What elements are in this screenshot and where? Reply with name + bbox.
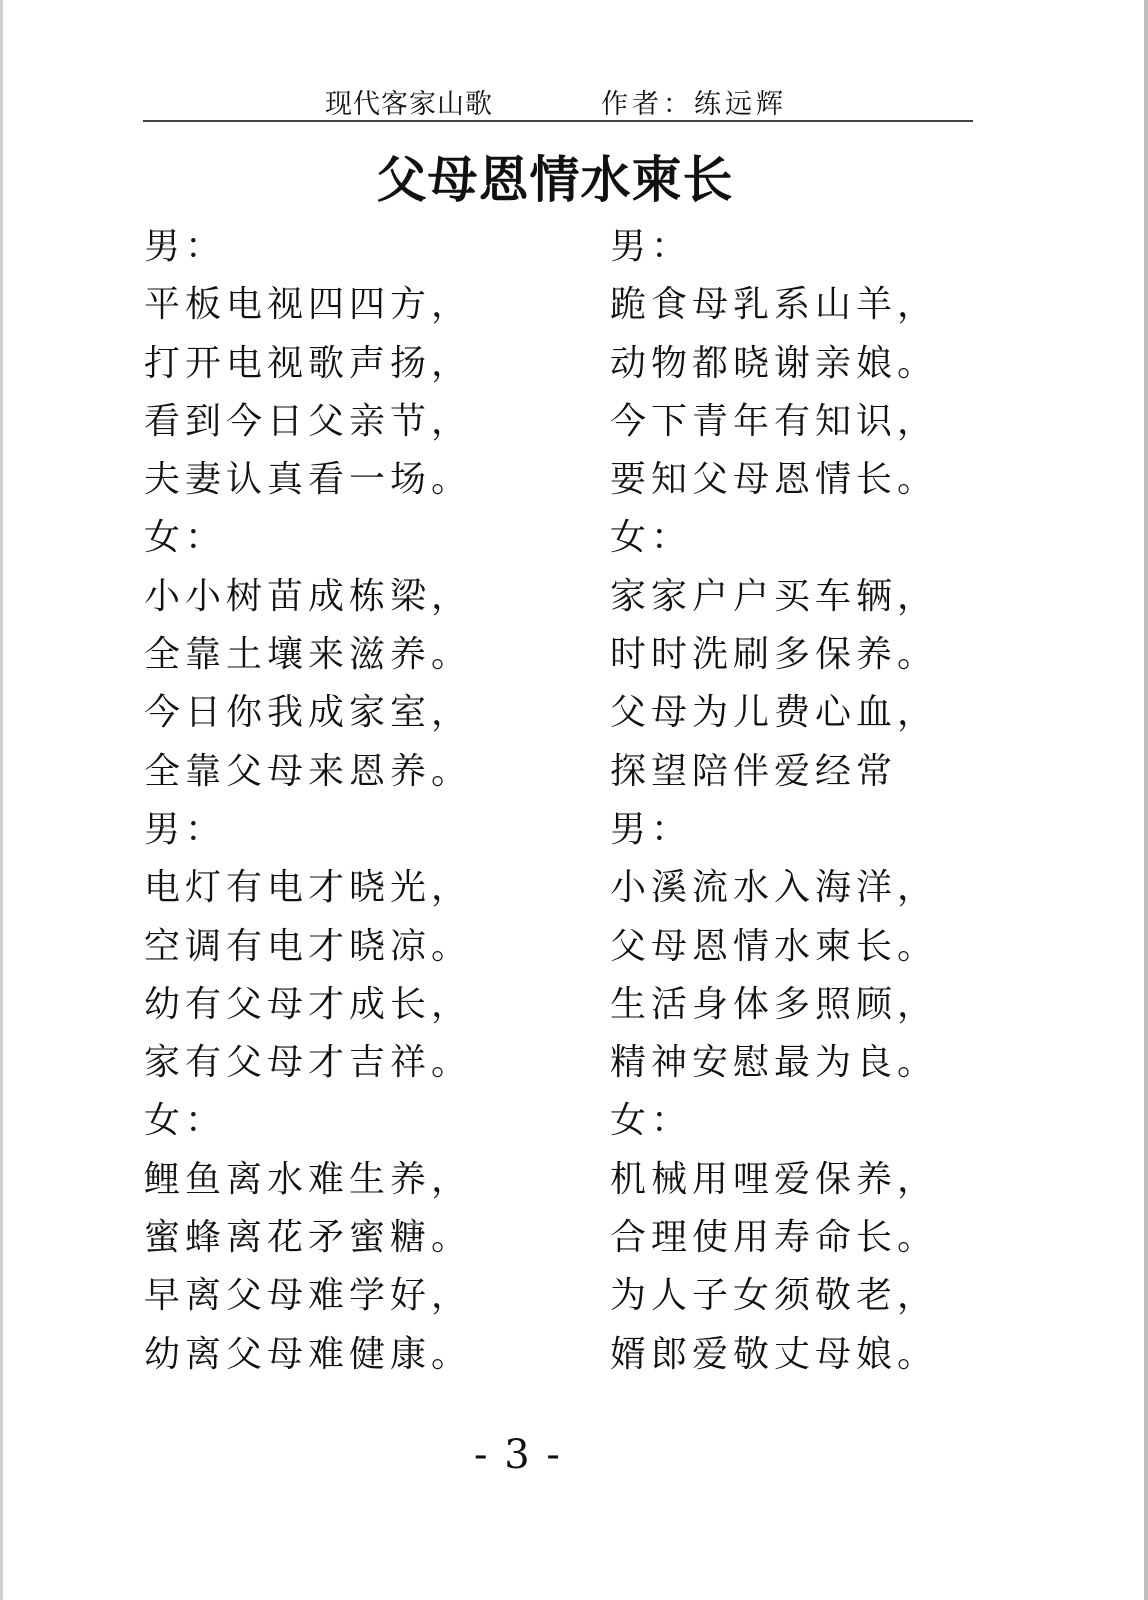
verse-line: 早离父母难学好，: [144, 1275, 473, 1317]
stanza: [610, 801, 1050, 1092]
verse-line: 家有父母才吉祥。: [144, 1042, 473, 1084]
scan-edge-left: [0, 0, 3, 1600]
verse-line: 鲤鱼离水难生养，: [144, 1158, 473, 1200]
speaker-label: 男：: [610, 808, 693, 850]
verse-line: 生活身体多照顾，: [610, 983, 939, 1025]
author-credit: 作者：练远辉: [601, 89, 787, 120]
verse-line: 幼有父母才成长，: [144, 983, 473, 1025]
speaker-label: 男：: [144, 808, 227, 850]
verse-line: 跪食母乳系山羊，: [610, 284, 939, 326]
verse-line: 机械用哩爱保养，: [610, 1158, 939, 1200]
stanza: [144, 801, 584, 1092]
speaker-label: 男：: [610, 226, 693, 267]
verse-line: 要知父母恩情长。: [610, 459, 939, 501]
verse-line: 精神安慰最为良。: [610, 1042, 939, 1084]
speaker-label: 女：: [144, 517, 227, 559]
scan-edge-right: [1144, 0, 1148, 1600]
verse-line: 小溪流水入海洋，: [610, 867, 939, 909]
verse-line: 父母恩情水柬长。: [610, 925, 939, 967]
verse-line: 全靠土壤来滋养。: [144, 634, 473, 676]
speaker-label: 女：: [610, 1100, 693, 1142]
verse-line: 电灯有电才晓光，: [144, 867, 473, 909]
verse-line: 今下青年有知识，: [610, 400, 939, 442]
verse-line: 合理使用寿命长。: [610, 1217, 939, 1259]
speaker-label: 女：: [144, 1100, 227, 1142]
poem-column-left: [144, 218, 584, 1384]
verse-line: 平板电视四四方，: [144, 284, 473, 326]
stanza: [610, 1092, 1050, 1383]
stanza: [610, 509, 1050, 800]
verse-line: 时时洗刷多保养。: [610, 634, 939, 676]
verse-line: 家家户户买车辆，: [610, 575, 939, 617]
stanza: [610, 218, 1050, 509]
verse-line: 今日你我成家室，: [144, 692, 473, 734]
verse-line: 蜜蜂离花矛蜜糖。: [144, 1217, 473, 1259]
verse-line: 打开电视歌声扬，: [144, 342, 473, 384]
verse-line: 婿郎爱敬丈母娘。: [610, 1333, 939, 1375]
running-header: [143, 78, 973, 122]
page-number: - 3 -: [474, 1432, 562, 1478]
verse-line: 为人子女须敬老，: [610, 1275, 939, 1317]
speaker-label: 女：: [610, 517, 693, 559]
verse-line: 父母为儿费心血，: [610, 692, 939, 734]
verse-line: 看到今日父亲节，: [144, 400, 473, 442]
verse-line: 幼离父母难健康。: [144, 1333, 473, 1375]
speaker-label: 男：: [144, 226, 227, 267]
poem-column-right: [610, 218, 1050, 1384]
verse-line: 全靠父母来恩养。: [144, 750, 473, 792]
book-title: 现代客家山歌: [325, 89, 493, 120]
poem-title: 父母恩情水柬长: [376, 151, 734, 209]
verse-line: 探望陪伴爱经常: [610, 750, 898, 792]
verse-line: 小小树苗成栋梁，: [144, 575, 473, 617]
stanza: [144, 218, 584, 509]
verse-line: 动物都晓谢亲娘。: [610, 342, 939, 384]
verse-line: 夫妻认真看一场。: [144, 459, 473, 501]
verse-line: 空调有电才晓凉。: [144, 925, 473, 967]
stanza: [144, 509, 584, 800]
stanza: [144, 1092, 584, 1383]
